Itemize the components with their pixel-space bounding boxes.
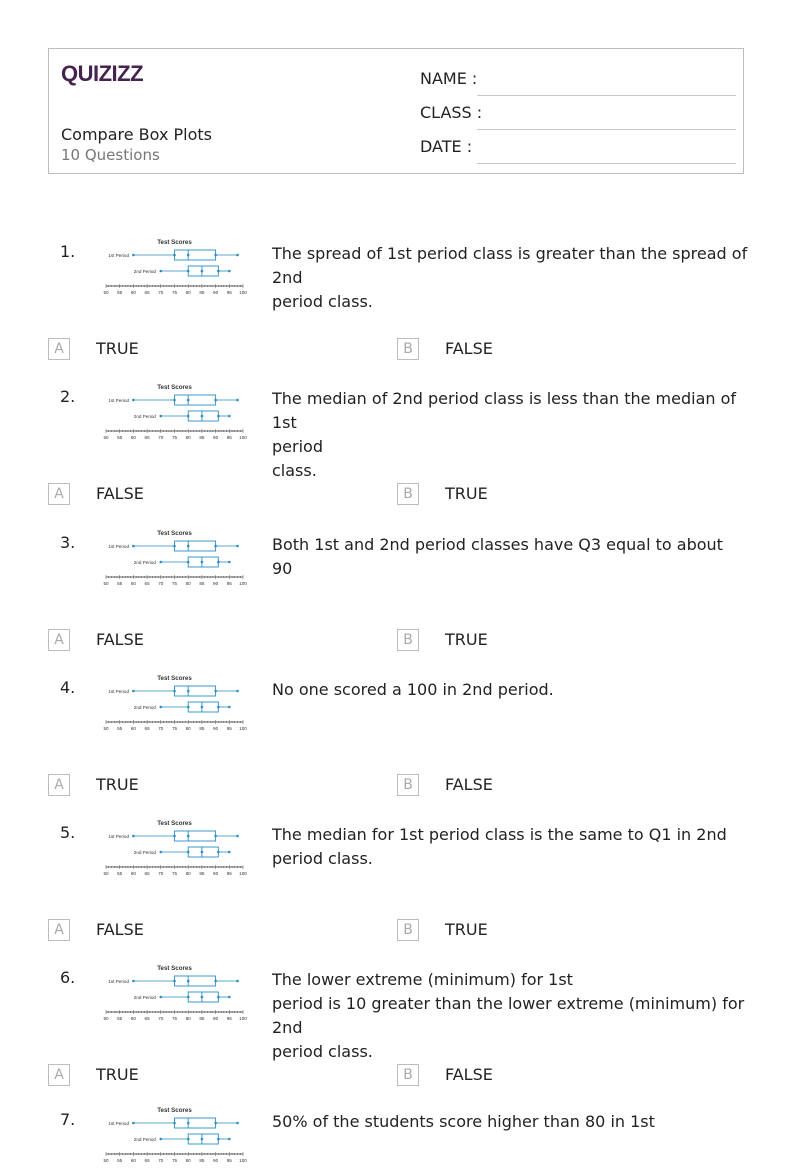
data-point [236, 980, 239, 983]
tick-label: 95 [226, 871, 232, 876]
tick-label: 50 [103, 435, 109, 440]
plot-title: Test Scores [157, 965, 192, 972]
series-label: 2nd Period [133, 1137, 156, 1142]
option-letter-box[interactable]: A [48, 338, 70, 360]
question-number: 4. [60, 678, 76, 697]
tick-label: 70 [158, 290, 164, 295]
series-label: 2nd Period [133, 269, 156, 274]
question-text-line: period class. [272, 849, 373, 868]
data-point [160, 561, 163, 564]
tick-label: 75 [171, 871, 178, 876]
question-text-line: The median for 1st period class is the same to Q1 in 2nd [272, 825, 727, 844]
tick-label: 55 [117, 435, 123, 440]
tick-label: 65 [144, 1158, 150, 1163]
class-line[interactable] [477, 129, 736, 130]
series-label: 2nd Period [133, 705, 156, 710]
tick-label: 65 [144, 290, 150, 295]
option-letter-box[interactable]: A [48, 629, 70, 651]
option-text: TRUE [445, 484, 488, 503]
data-point [132, 1122, 135, 1125]
tick-label: 70 [158, 1016, 164, 1021]
tick-label: 100 [239, 290, 247, 295]
question-text-line: class. [272, 461, 317, 480]
tick-label: 90 [213, 435, 219, 440]
option-letter-box[interactable]: B [397, 338, 419, 360]
date-label: DATE : [420, 137, 473, 156]
tick-label: 85 [199, 581, 205, 586]
option-text: FALSE [445, 1065, 493, 1084]
question-number: 5. [60, 823, 76, 842]
tick-label: 90 [213, 290, 219, 295]
box-iqr [175, 831, 216, 841]
tick-label: 65 [144, 1016, 150, 1021]
question-text [272, 533, 748, 581]
data-point [228, 415, 231, 418]
tick-label: 60 [130, 1158, 136, 1163]
question-text-line: The lower extreme (minimum) for 1st [272, 970, 573, 989]
tick-label: 80 [185, 1016, 191, 1021]
tick-label: 70 [158, 871, 164, 876]
option-text: FALSE [96, 920, 144, 939]
data-point [187, 980, 190, 983]
option-text: TRUE [445, 920, 488, 939]
test-scores-box-plot [100, 381, 250, 445]
data-point [214, 399, 217, 402]
data-point [236, 254, 239, 257]
data-point [173, 690, 176, 693]
question-text [272, 968, 748, 1064]
data-point [217, 1138, 220, 1141]
question-number: 7. [60, 1110, 76, 1129]
option-letter-box[interactable]: A [48, 774, 70, 796]
tick-label: 55 [117, 871, 123, 876]
question-number: 1. [60, 242, 76, 261]
test-scores-box-plot [100, 672, 250, 736]
series-label: 1st Period [108, 253, 129, 258]
data-point [132, 254, 135, 257]
test-scores-box-plot [100, 962, 250, 1026]
data-point [187, 415, 190, 418]
question-text [272, 678, 748, 702]
tick-label: 60 [130, 435, 136, 440]
tick-label: 70 [158, 581, 164, 586]
series-label: 2nd Period [133, 995, 156, 1000]
data-point [187, 399, 190, 402]
data-point [187, 835, 190, 838]
data-point [214, 254, 217, 257]
data-point [187, 1122, 190, 1125]
plot-title: Test Scores [157, 820, 192, 827]
tick-label: 100 [239, 581, 247, 586]
series-label: 1st Period [108, 398, 129, 403]
tick-label: 75 [171, 726, 178, 731]
tick-label: 85 [199, 1016, 205, 1021]
option-letter-box[interactable]: B [397, 774, 419, 796]
data-point [132, 690, 135, 693]
tick-label: 95 [226, 726, 232, 731]
data-point [201, 851, 204, 854]
box-iqr [175, 1118, 216, 1128]
data-point [214, 545, 217, 548]
tick-label: 75 [171, 1016, 178, 1021]
worksheet-title: Compare Box Plots [61, 125, 212, 144]
tick-label: 55 [117, 581, 123, 586]
tick-label: 90 [213, 581, 219, 586]
option-letter-box[interactable]: B [397, 629, 419, 651]
tick-label: 65 [144, 871, 150, 876]
option-text: FALSE [445, 339, 493, 358]
series-label: 2nd Period [133, 560, 156, 565]
box-iqr [175, 395, 216, 405]
tick-label: 100 [239, 871, 247, 876]
data-point [173, 1122, 176, 1125]
tick-label: 60 [130, 290, 136, 295]
tick-label: 75 [171, 1158, 178, 1163]
question-text [272, 823, 748, 871]
box-iqr [175, 686, 216, 696]
question-number: 3. [60, 533, 76, 552]
plot-title: Test Scores [157, 1107, 192, 1114]
tick-label: 55 [117, 1158, 123, 1163]
option-text: FALSE [445, 775, 493, 794]
data-point [201, 996, 204, 999]
data-point [228, 1138, 231, 1141]
data-point [228, 996, 231, 999]
question-text-line: The spread of 1st period class is greater than the spread of 2nd [272, 244, 748, 287]
question-count: 10 Questions [61, 146, 160, 164]
data-point [236, 1122, 239, 1125]
test-scores-box-plot [100, 1104, 250, 1168]
test-scores-box-plot [100, 527, 250, 591]
data-point [201, 561, 204, 564]
series-label: 1st Period [108, 834, 129, 839]
series-label: 1st Period [108, 544, 129, 549]
data-point [187, 690, 190, 693]
tick-label: 80 [185, 1158, 191, 1163]
tick-label: 85 [199, 726, 205, 731]
tick-label: 50 [103, 871, 109, 876]
tick-label: 95 [226, 1016, 232, 1021]
tick-label: 80 [185, 581, 191, 586]
data-point [228, 270, 231, 273]
option-text: TRUE [96, 775, 139, 794]
data-point [132, 835, 135, 838]
test-scores-box-plot [100, 236, 250, 300]
series-label: 1st Period [108, 979, 129, 984]
data-point [214, 980, 217, 983]
data-point [217, 561, 220, 564]
data-point [187, 851, 190, 854]
data-point [187, 545, 190, 548]
data-point [160, 270, 163, 273]
tick-label: 85 [199, 1158, 205, 1163]
tick-label: 50 [103, 1016, 109, 1021]
question-text-line: The median of 2nd period class is less than the median of 1st [272, 389, 737, 432]
data-point [214, 835, 217, 838]
tick-label: 80 [185, 435, 191, 440]
tick-label: 50 [103, 581, 109, 586]
tick-label: 80 [185, 871, 191, 876]
tick-label: 95 [226, 290, 232, 295]
tick-label: 90 [213, 1158, 219, 1163]
option-text: FALSE [96, 484, 144, 503]
tick-label: 60 [130, 726, 136, 731]
data-point [132, 399, 135, 402]
tick-label: 65 [144, 726, 150, 731]
data-point [201, 1138, 204, 1141]
data-point [201, 270, 204, 273]
option-letter-box[interactable]: A [48, 483, 70, 505]
box-iqr [188, 992, 218, 1002]
option-text: FALSE [96, 630, 144, 649]
tick-label: 60 [130, 581, 136, 586]
data-point [132, 980, 135, 983]
data-point [236, 399, 239, 402]
question-text [272, 387, 748, 483]
option-letter-box[interactable]: B [397, 919, 419, 941]
tick-label: 90 [213, 871, 219, 876]
question-text-line: No one scored a 100 in 2nd period. [272, 680, 554, 699]
plot-title: Test Scores [157, 675, 192, 682]
tick-label: 70 [158, 435, 164, 440]
question-number: 2. [60, 387, 76, 406]
data-point [187, 561, 190, 564]
data-point [217, 996, 220, 999]
box-iqr [188, 1134, 218, 1144]
data-point [217, 270, 220, 273]
data-point [160, 415, 163, 418]
data-point [201, 706, 204, 709]
name-field[interactable] [420, 69, 736, 93]
box-iqr [175, 250, 216, 260]
box-iqr [188, 266, 218, 276]
tick-label: 50 [103, 290, 109, 295]
tick-label: 100 [239, 435, 247, 440]
question-text [272, 1110, 748, 1134]
data-point [187, 254, 190, 257]
tick-label: 70 [158, 726, 164, 731]
data-point [160, 851, 163, 854]
question-text-line: Both 1st and 2nd period classes have Q3 equal to about 90 [272, 535, 723, 578]
date-field[interactable] [420, 137, 736, 161]
option-letter-box[interactable]: A [48, 919, 70, 941]
data-point [201, 415, 204, 418]
date-line[interactable] [477, 163, 736, 164]
data-point [160, 706, 163, 709]
tick-label: 75 [171, 290, 178, 295]
svg-text:QUIZIZZ: QUIZIZZ [61, 61, 144, 86]
box-iqr [175, 976, 216, 986]
data-point [173, 835, 176, 838]
question-text-line: period is 10 greater than the lower extreme (minimum) for 2nd [272, 994, 745, 1037]
tick-label: 95 [226, 1158, 232, 1163]
data-point [214, 1122, 217, 1125]
tick-label: 65 [144, 435, 150, 440]
data-point [173, 254, 176, 257]
data-point [236, 690, 239, 693]
data-point [187, 996, 190, 999]
tick-label: 95 [226, 581, 232, 586]
option-letter-box[interactable]: A [48, 1064, 70, 1086]
data-point [236, 545, 239, 548]
tick-label: 95 [226, 435, 232, 440]
tick-label: 90 [213, 726, 219, 731]
data-point [132, 545, 135, 548]
tick-label: 100 [239, 726, 247, 731]
series-label: 2nd Period [133, 850, 156, 855]
tick-label: 100 [239, 1016, 247, 1021]
data-point [173, 399, 176, 402]
tick-label: 55 [117, 290, 123, 295]
tick-label: 75 [171, 581, 178, 586]
class-field[interactable] [420, 103, 736, 127]
tick-label: 85 [199, 290, 205, 295]
tick-label: 55 [117, 1016, 123, 1021]
question-text-line: 50% of the students score higher than 80 in 1st [272, 1112, 655, 1131]
plot-title: Test Scores [157, 384, 192, 391]
box-iqr [188, 847, 218, 857]
tick-label: 55 [117, 726, 123, 731]
series-label: 1st Period [108, 689, 129, 694]
data-point [217, 706, 220, 709]
question-text-line: period class. [272, 292, 373, 311]
data-point [214, 690, 217, 693]
test-scores-box-plot [100, 817, 250, 881]
tick-label: 75 [171, 435, 178, 440]
tick-label: 80 [185, 290, 191, 295]
tick-label: 60 [130, 1016, 136, 1021]
box-iqr [188, 411, 218, 421]
data-point [187, 270, 190, 273]
series-label: 2nd Period [133, 414, 156, 419]
plot-title: Test Scores [157, 239, 192, 246]
data-point [173, 980, 176, 983]
name-line[interactable] [477, 95, 736, 96]
tick-label: 60 [130, 871, 136, 876]
box-iqr [188, 557, 218, 567]
option-text: TRUE [96, 339, 139, 358]
tick-label: 65 [144, 581, 150, 586]
plot-title: Test Scores [157, 530, 192, 537]
option-text: TRUE [96, 1065, 139, 1084]
series-label: 1st Period [108, 1121, 129, 1126]
class-label: CLASS : [420, 103, 483, 122]
tick-label: 70 [158, 1158, 164, 1163]
question-number: 6. [60, 968, 76, 987]
data-point [160, 996, 163, 999]
box-iqr [175, 541, 216, 551]
data-point [187, 1138, 190, 1141]
data-point [217, 415, 220, 418]
name-label: NAME : [420, 69, 478, 88]
tick-label: 50 [103, 726, 109, 731]
tick-label: 85 [199, 871, 205, 876]
question-text [272, 242, 748, 314]
tick-label: 100 [239, 1158, 247, 1163]
worksheet-header [48, 48, 744, 174]
tick-label: 85 [199, 435, 205, 440]
question-text-line: period class. [272, 1042, 373, 1061]
data-point [187, 706, 190, 709]
tick-label: 50 [103, 1158, 109, 1163]
data-point [228, 706, 231, 709]
option-letter-box[interactable]: B [397, 483, 419, 505]
tick-label: 80 [185, 726, 191, 731]
question-text-line: period [272, 437, 323, 456]
data-point [228, 561, 231, 564]
data-point [160, 1138, 163, 1141]
data-point [173, 545, 176, 548]
data-point [217, 851, 220, 854]
quizizz-logo [61, 59, 153, 87]
data-point [236, 835, 239, 838]
option-text: TRUE [445, 630, 488, 649]
tick-label: 90 [213, 1016, 219, 1021]
box-iqr [188, 702, 218, 712]
option-letter-box[interactable]: B [397, 1064, 419, 1086]
data-point [228, 851, 231, 854]
